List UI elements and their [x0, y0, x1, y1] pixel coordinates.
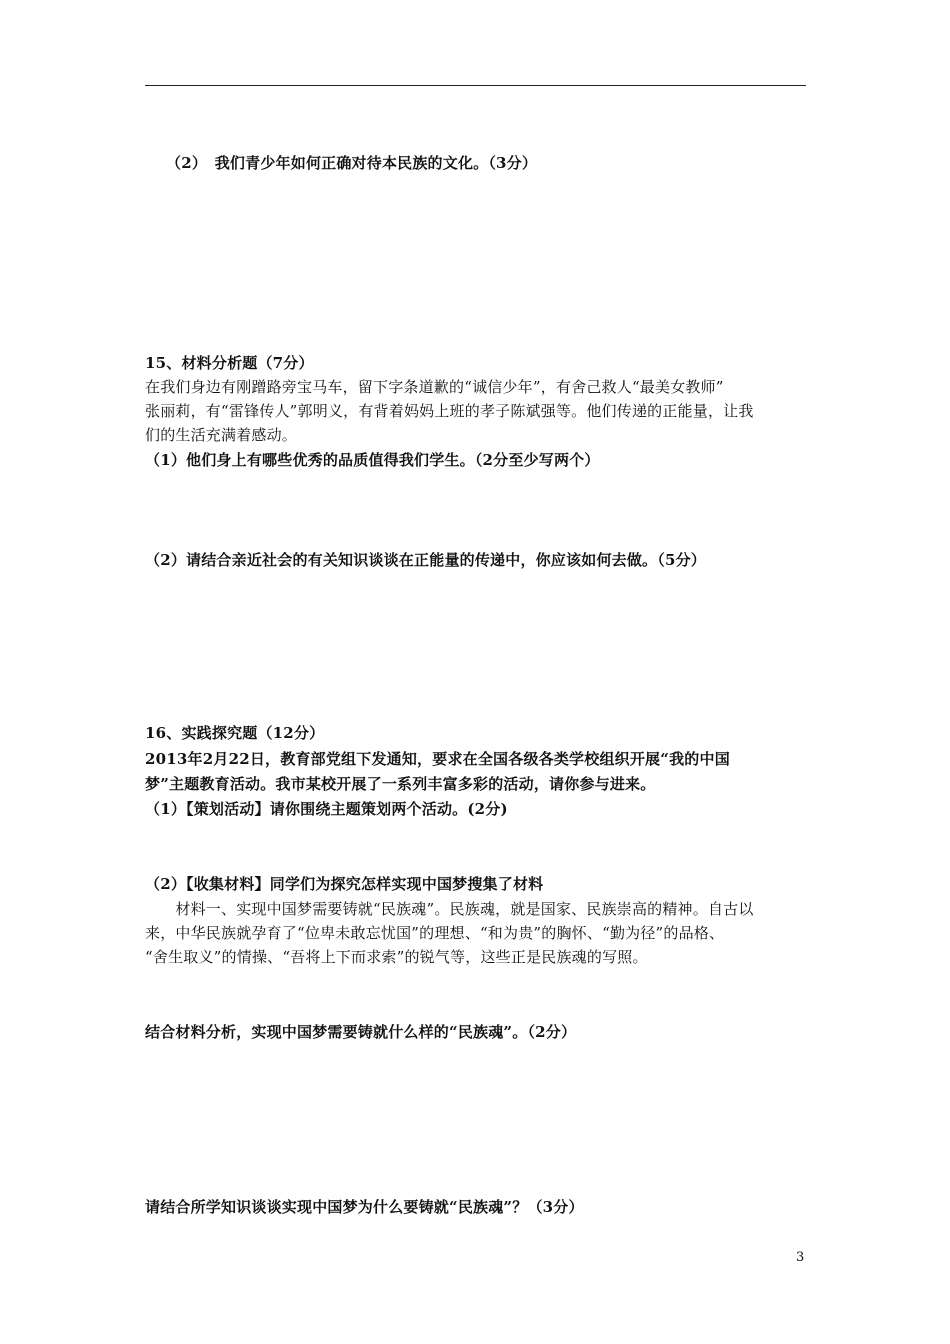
- q16-material-line: 来，中华民族就孕育了“位卑未敢忘忧国”的理想、“和为贵”的胸怀、“勤为径”的品格、: [145, 924, 725, 942]
- page-number: 3: [796, 1250, 805, 1265]
- q16-question-b: 请结合所学知识谈谈实现中国梦为什么要铸就“民族魂”？（3分）: [145, 1198, 584, 1216]
- q15-sub2-question: （2）请结合亲近社会的有关知识谈谈在正能量的传递中，你应该如何去做。（5分）: [145, 551, 706, 569]
- header-rule: [145, 85, 806, 86]
- q16-intro-line: 2013年2月22日，教育部党组下发通知，要求在全国各级各类学校组织开展“我的中国: [145, 750, 730, 768]
- q16-intro-line: 梦”主题教育活动。我市某校开展了一系列丰富多彩的活动，请你参与进来。: [145, 775, 656, 793]
- q15-material-line: 在我们身边有刚蹭路旁宝马车，留下字条道歉的“诚信少年”，有舍己救人“最美女教师”: [145, 378, 724, 396]
- q16-material-line: “舍生取义”的情操、“吾将上下而求索”的锐气等，这些正是民族魂的写照。: [145, 948, 648, 966]
- q14-sub2-question: （2） 我们青少年如何正确对待本民族的文化。（3分）: [166, 154, 538, 172]
- q15-material-line: 张丽莉，有“雷锋传人”郭明义，有背着妈妈上班的孝子陈斌强等。他们传递的正能量，让我: [145, 402, 754, 420]
- q15-title: 15、材料分析题（7分）: [145, 354, 314, 372]
- q16-title: 16、实践探究题（12分）: [145, 724, 325, 742]
- q16-material-line: 材料一、实现中国梦需要铸就“民族魂”。民族魂，就是国家、民族崇高的精神。自古以: [145, 900, 754, 918]
- q15-material-line: 们的生活充满着感动。: [145, 426, 298, 444]
- q16-question-a: 结合材料分析，实现中国梦需要铸就什么样的“民族魂”。（2分）: [145, 1023, 577, 1041]
- q15-sub1-question: （1）他们身上有哪些优秀的品质值得我们学生。（2分至少写两个）: [145, 451, 600, 469]
- q16-sub1-question: （1）【策划活动】请你围绕主题策划两个活动。(2分): [145, 800, 508, 818]
- q16-sub2-question: （2）【收集材料】同学们为探究怎样实现中国梦搜集了材料: [145, 875, 544, 893]
